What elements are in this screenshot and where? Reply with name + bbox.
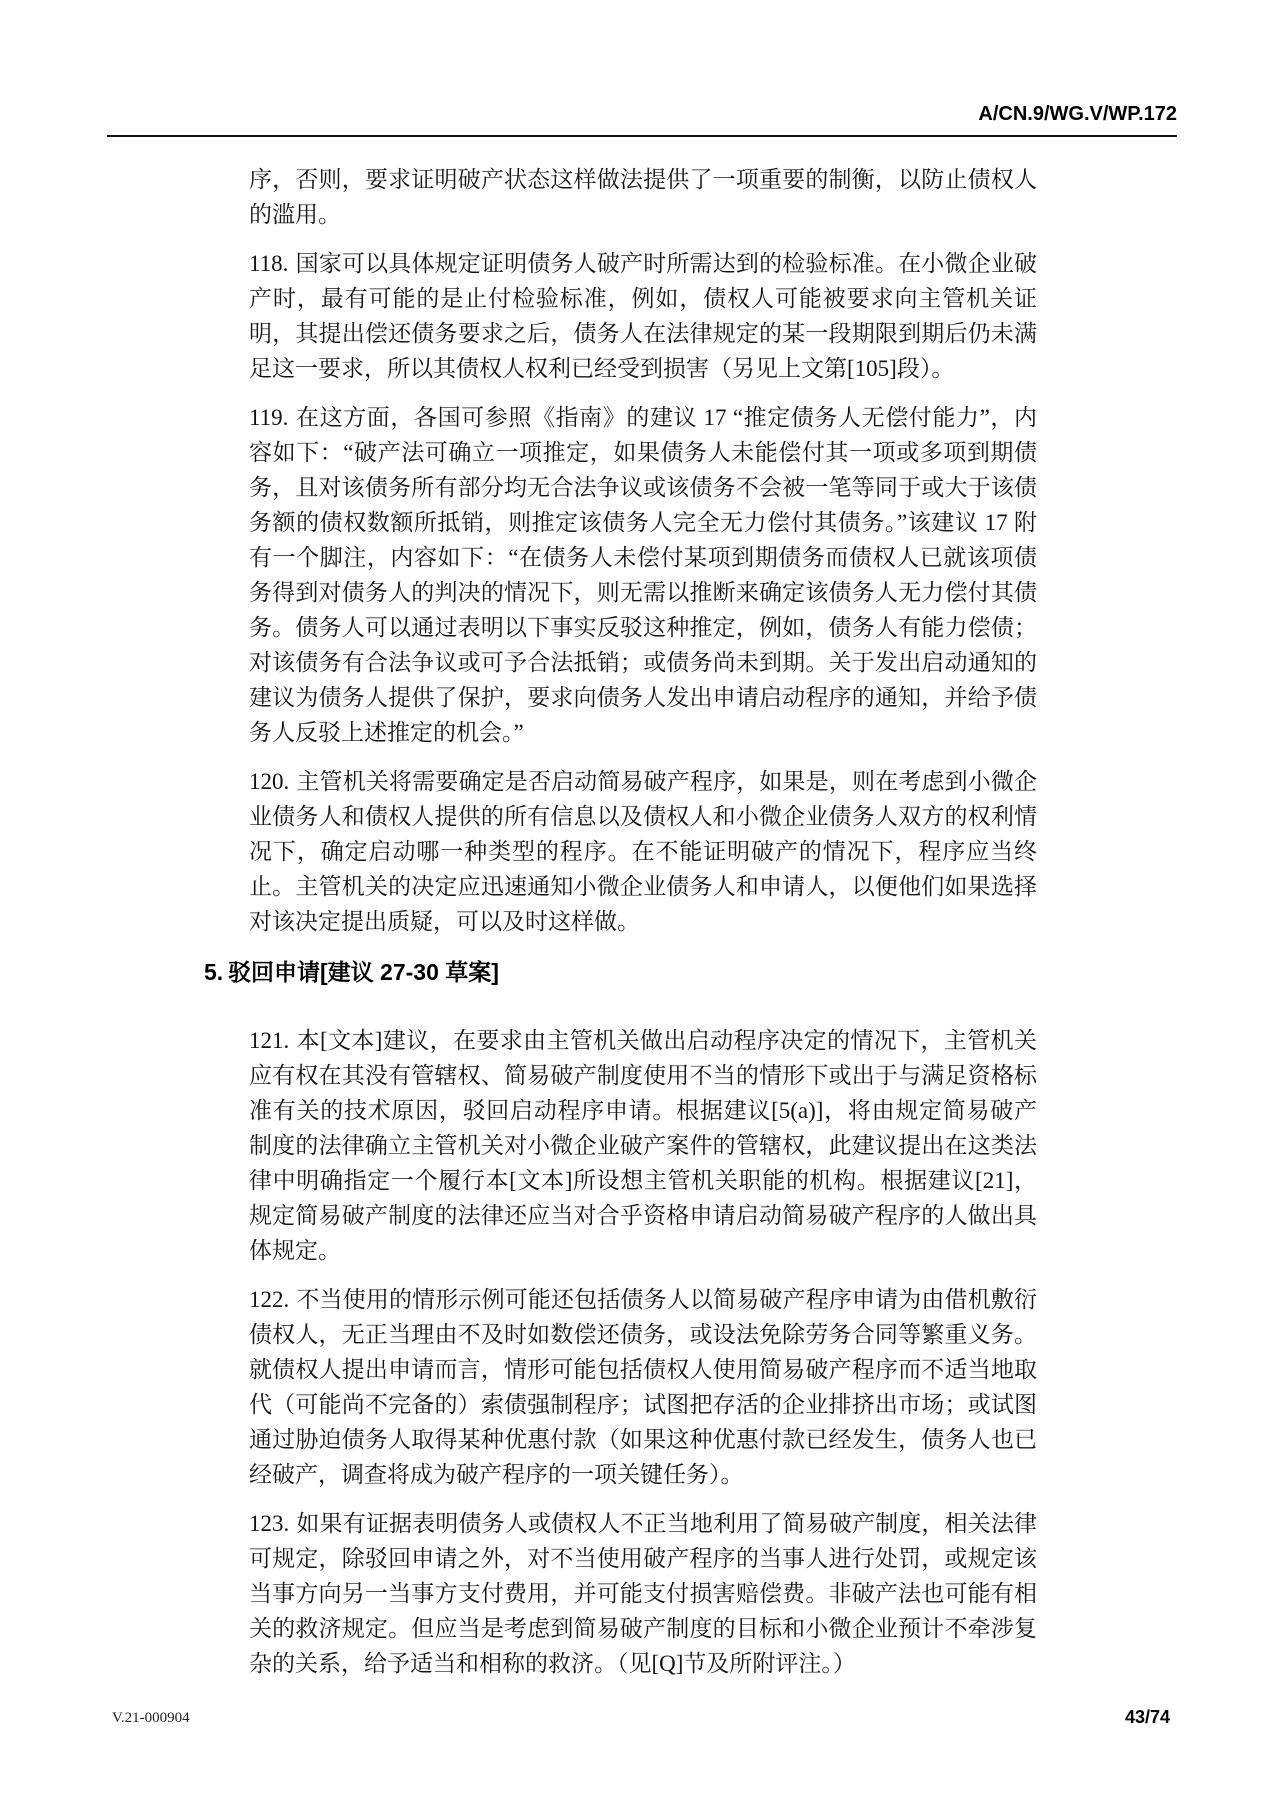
paragraph-text: 如果有证据表明债务人或债权人不正当地利用了简易破产制度，相关法律可规定，除驳回申请之外，对不当使用破产程序的当事人进行处罚，或规定该当事方向另一当事方支付费用，并可能支付损害赔偿费。非破产法也可能有相关的救济规定。但应当是考虑到简易破产制度的目标和小微企业预计不牵涉复杂的关系，给予适当和相称的救济。（见[Q]节及所附评注。） xyxy=(249,1511,1037,1676)
section-title: 驳回申请[建议 27-30 草案] xyxy=(228,959,499,985)
paragraph-number: 123. xyxy=(249,1511,290,1536)
paragraph-text: 主管机关将需要确定是否启动简易破产程序，如果是，则在考虑到小微企业债务人和债权人提供的所有信息以及债权人和小微企业债务人双方的权利情况下，确定启动哪一种类型的程序。在不能证明破产的情况下，程序应当终止。主管机关的决定应迅速通知小微企业债务人和申请人，以便他们如果选择对该决定提出质疑，可以及时这样做。 xyxy=(249,769,1037,934)
paragraph-123 xyxy=(249,1506,1037,1681)
document-symbol: A/CN.9/WG.V/WP.172 xyxy=(978,103,1177,125)
paragraph-text: 本[文本]建议，在要求由主管机关做出启动程序决定的情况下，主管机关应有权在其没有管辖权、简易破产制度使用不当的情形下或出于与满足资格标准有关的技术原因，驳回启动程序申请。根据建议[5(a)]，将由规定简易破产制度的法律确立主管机关对小微企业破产案件的管辖权，此建议提出在这类法律中明确指定一个履行本[文本]所设想主管机关职能的机构。根据建议[21]，规定简易破产制度的法律还应当对合乎资格申请启动简易破产程序的人做出具体规定。 xyxy=(249,1028,1037,1263)
paragraph-number: 122. xyxy=(249,1287,290,1312)
document-body xyxy=(204,162,1037,1695)
paragraph-number: 118. xyxy=(249,251,289,276)
paragraph-number: 119. xyxy=(249,405,289,430)
paragraph-120 xyxy=(249,764,1037,939)
section-heading-dismissal xyxy=(204,955,1037,990)
paragraph-continuation: 序，否则，要求证明破产状态这样做法提供了一项重要的制衡，以防止债权人的滥用。 xyxy=(249,167,1037,227)
paragraph-text: 不当使用的情形示例可能还包括债务人以简易破产程序申请为由借机敷衍债权人，无正当理由不及时如数偿还债务，或设法免除劳务合同等繁重义务。就债权人提出申请而言，情形可能包括债权人使用简易破产程序而不适当地取代（可能尚不完备的）索债强制程序；试图把存活的企业排挤出市场；或试图通过胁迫债务人取得某种优惠付款（如果这种优惠付款已经发生，债务人也已经破产，调查将成为破产程序的一项关键任务）。 xyxy=(249,1287,1037,1487)
paragraph-119 xyxy=(249,400,1037,750)
paragraph-text: 在这方面，各国可参照《指南》的建议 17 “推定债务人无偿付能力”，内容如下：“破产法可确立一项推定，如果债务人未能偿付其一项或多项到期债务，且对该债务所有部分均无合法争议或该债务不会被一笔等同于或大于该债务额的债权数额所抵销，则推定该债务人完全无力偿付其债务。”该建议 17 附有一个脚注，内容如下：“在债务人未偿付某项到期债务而债权人已就该项债务得到对债务人的判决的情况下，则无需以推断来确定该债务人无力偿付其债务。债务人可以通过表明以下事实反驳这种推定，例如，债务人有能力偿债；对该债务有合法争议或可予合法抵销；或债务尚未到期。关于发出启动通知的建议为债务人提供了保护，要求向债务人发出申请启动程序的通知，并给予债务人反驳上述推定的机会。” xyxy=(249,405,1037,745)
page-number: 43/74 xyxy=(1124,1707,1170,1727)
section-number: 5. xyxy=(204,959,224,985)
paragraph-text: 国家可以具体规定证明债务人破产时所需达到的检验标准。在小微企业破产时，最有可能的是止付检验标准，例如，债权人可能被要求向主管机关证明，其提出偿还债务要求之后，债务人在法律规定的某一段期限到期后仍未满足这一要求，所以其债权人权利已经受到损害（另见上文第[105]段）。 xyxy=(249,251,1037,381)
paragraph-118 xyxy=(249,246,1037,386)
paragraph-number: 120. xyxy=(249,769,290,794)
paragraph-121 xyxy=(249,1023,1037,1268)
header-rule xyxy=(107,135,1177,137)
paragraph-122 xyxy=(249,1282,1037,1492)
paragraph-number: 121. xyxy=(249,1028,290,1053)
job-number: V.21-000904 xyxy=(112,1710,190,1726)
